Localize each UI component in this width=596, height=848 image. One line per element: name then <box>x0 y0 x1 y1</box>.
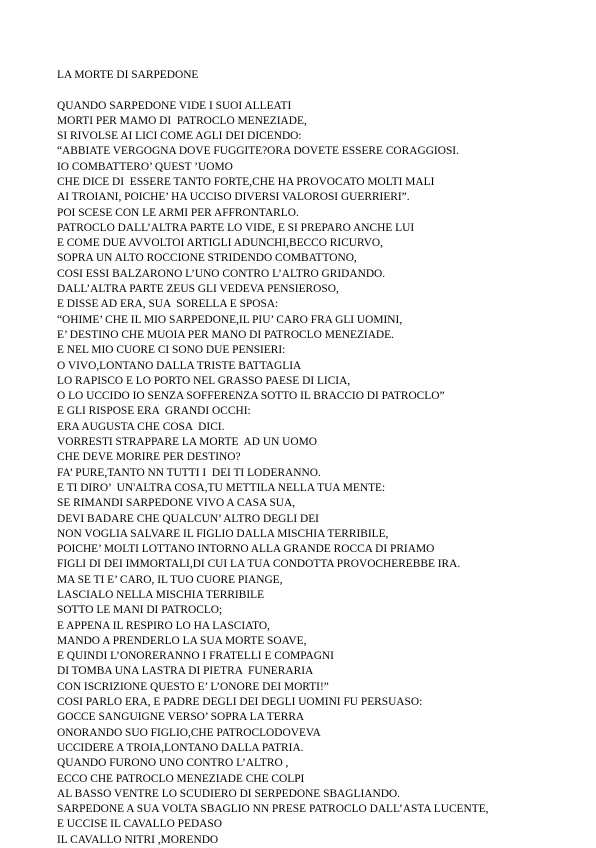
text-line: E COME DUE AVVOLTOI ARTIGLI ADUNCHI,BECCO RICURVO, <box>57 236 587 251</box>
text-line: E NEL MIO CUORE CI SONO DUE PENSIERI: <box>57 343 587 358</box>
text-line: E DISSE AD ERA, SUA SORELLA E SPOSA: <box>57 297 587 312</box>
text-line: E’ DESTINO CHE MUOIA PER MANO DI PATROCLO MENEZIADE. <box>57 328 587 343</box>
text-line: LO RAPISCO E LO PORTO NEL GRASSO PAESE DI LICIA, <box>57 374 587 389</box>
text-line: QUANDO FURONO UNO CONTRO L’ALTRO , <box>57 756 587 771</box>
text-line: SE RIMANDI SARPEDONE VIVO A CASA SUA, <box>57 496 587 511</box>
text-line: AI TROIANI, POICHE’ HA UCCISO DIVERSI VALOROSI GUERRIERI”. <box>57 190 587 205</box>
text-line: ECCO CHE PATROCLO MENEZIADE CHE COLPI <box>57 772 587 787</box>
text-line: ERA AUGUSTA CHE COSA DICI. <box>57 420 587 435</box>
text-line: O LO UCCIDO IO SENZA SOFFERENZA SOTTO IL BRACCIO DI PATROCLO” <box>57 389 587 404</box>
text-line: MA SE TI E’ CARO, IL TUO CUORE PIANGE, <box>57 573 587 588</box>
text-line: FIGLI DI DEI IMMORTALI,DI CUI LA TUA CONDOTTA PROVOCHEREBBE IRA. <box>57 557 587 572</box>
document-body <box>57 99 587 848</box>
text-line: LASCIALO NELLA MISCHIA TERRIBILE <box>57 588 587 603</box>
text-line: SOTTO LE MANI DI PATROCLO; <box>57 603 587 618</box>
text-line: E QUINDI L’ONORERANNO I FRATELLI E COMPAGNI <box>57 649 587 664</box>
text-line: E APPENA IL RESPIRO LO HA LASCIATO, <box>57 619 587 634</box>
text-line: SARPEDONE A SUA VOLTA SBAGLIO NN PRESE PATROCLO DALL’ASTA LUCENTE, <box>57 802 587 817</box>
text-line: DI TOMBA UNA LASTRA DI PIETRA FUNERARIA <box>57 664 587 679</box>
text-line: SOPRA UN ALTO ROCCIONE STRIDENDO COMBATTONO, <box>57 251 587 266</box>
text-line: PATROCLO DALL’ALTRA PARTE LO VIDE, E SI PREPARO ANCHE LUI <box>57 221 587 236</box>
text-line: VORRESTI STRAPPARE LA MORTE AD UN UOMO <box>57 435 587 450</box>
text-line: DEVI BADARE CHE QUALCUN’ ALTRO DEGLI DEI <box>57 512 587 527</box>
text-line: CON ISCRIZIONE QUESTO E’ L’ONORE DEI MORTI!” <box>57 680 587 695</box>
text-line: POICHE’ MOLTI LOTTANO INTORNO ALLA GRANDE ROCCA DI PRIAMO <box>57 542 587 557</box>
text-line: “ABBIATE VERGOGNA DOVE FUGGITE?ORA DOVETE ESSERE CORAGGIOSI. <box>57 144 587 159</box>
text-line: IL CAVALLO NITRI ,MORENDO <box>57 833 587 848</box>
text-line: NON VOGLIA SALVARE IL FIGLIO DALLA MISCHIA TERRIBILE, <box>57 527 587 542</box>
text-line: MORTI PER MAMO DI PATROCLO MENEZIADE, <box>57 114 587 129</box>
text-line: GOCCE SANGUIGNE VERSO’ SOPRA LA TERRA <box>57 710 587 725</box>
text-line: E UCCISE IL CAVALLO PEDASO <box>57 817 587 832</box>
text-line: SI RIVOLSE AI LICI COME AGLI DEI DICENDO: <box>57 129 587 144</box>
text-line: UCCIDERE A TROIA,LONTANO DALLA PATRIA. <box>57 741 587 756</box>
text-line: O VIVO,LONTANO DALLA TRISTE BATTAGLIA <box>57 359 587 374</box>
text-line: COSI ESSI BALZARONO L’UNO CONTRO L’ALTRO GRIDANDO. <box>57 267 587 282</box>
text-line: DALL’ALTRA PARTE ZEUS GLI VEDEVA PENSIEROSO, <box>57 282 587 297</box>
text-line: IO COMBATTERO’ QUEST ’UOMO <box>57 160 587 175</box>
text-line: AL BASSO VENTRE LO SCUDIERO DI SERPEDONE SBAGLIANDO. <box>57 787 587 802</box>
text-line: MANDO A PRENDERLO LA SUA MORTE SOAVE, <box>57 634 587 649</box>
text-line: POI SCESE CON LE ARMI PER AFFRONTARLO. <box>57 206 587 221</box>
text-line: COSI PARLO ERA, E PADRE DEGLI DEI DEGLI UOMINI FU PERSUASO: <box>57 695 587 710</box>
text-line: E GLI RISPOSE ERA GRANDI OCCHI: <box>57 404 587 419</box>
text-line: “OHIME’ CHE IL MIO SARPEDONE,IL PIU’ CARO FRA GLI UOMINI, <box>57 313 587 328</box>
text-line: ONORANDO SUO FIGLIO,CHE PATROCLODOVEVA <box>57 726 587 741</box>
text-line: FA’ PURE,TANTO NN TUTTI I DEI TI LODERANNO. <box>57 466 587 481</box>
document-title: LA MORTE DI SARPEDONE <box>57 68 198 83</box>
text-line: CHE DICE DI ESSERE TANTO FORTE,CHE HA PROVOCATO MOLTI MALI <box>57 175 587 190</box>
text-line: CHE DEVE MORIRE PER DESTINO? <box>57 450 587 465</box>
text-line: E TI DIRO’ UN'ALTRA COSA,TU METTILA NELLA TUA MENTE: <box>57 481 587 496</box>
text-line: QUANDO SARPEDONE VIDE I SUOI ALLEATI <box>57 99 587 114</box>
